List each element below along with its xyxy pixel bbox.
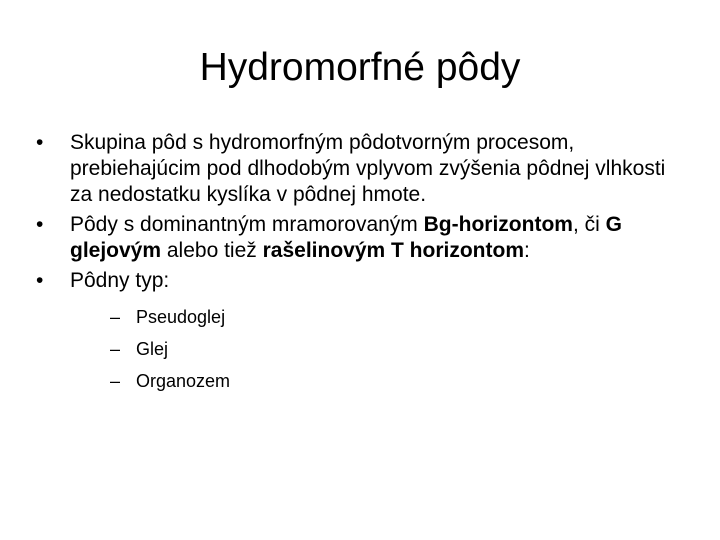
bullet-marker: • [36,269,44,292]
bullet-list [36,130,686,392]
bold-term-t-horizon: rašelinovým T horizontom [262,239,524,262]
sub-item-label: Glej [136,339,169,359]
sub-item-label: Pseudoglej [136,307,226,327]
soil-type-sub-list [70,306,686,392]
bullet-marker: • [36,131,44,154]
sub-marker: – [110,371,121,391]
bullet-item-soil-type [36,268,686,392]
bullet-text-horizons-part1: Pôdy s dominantným mramorovaným [70,213,424,236]
bullet-text-horizons-part3: alebo tiež [161,239,263,262]
bullet-item-horizons [36,212,686,264]
bold-term-g-glej: G glejovým [70,213,622,262]
bullet-text-soil-type: Pôdny typ: [70,269,170,292]
bullet-text-horizons-part2: , či [572,213,606,236]
bullet-marker: • [36,213,44,236]
bullet-text-horizons-part4: : [524,239,530,262]
bullet-item-definition [36,130,686,208]
sub-marker: – [110,307,121,327]
slide-body [36,130,686,402]
sub-item-glej [70,338,686,360]
sub-marker: – [110,339,121,359]
sub-item-organozem [70,370,686,392]
sub-item-label: Organozem [136,371,231,391]
sub-item-pseudoglej [70,306,686,328]
bullet-text-definition: Skupina pôd s hydromorfným pôdotvorným procesom, prebiehajúcim pod dlhodobým vplyvom zvýšenia pôdnej vlhkosti za nedostatku kyslíka v pôdnej hmote. [70,131,666,206]
slide-title: Hydromorfné pôdy [199,46,521,89]
bold-term-bg-horizon: Bg-horizontom [423,213,573,236]
